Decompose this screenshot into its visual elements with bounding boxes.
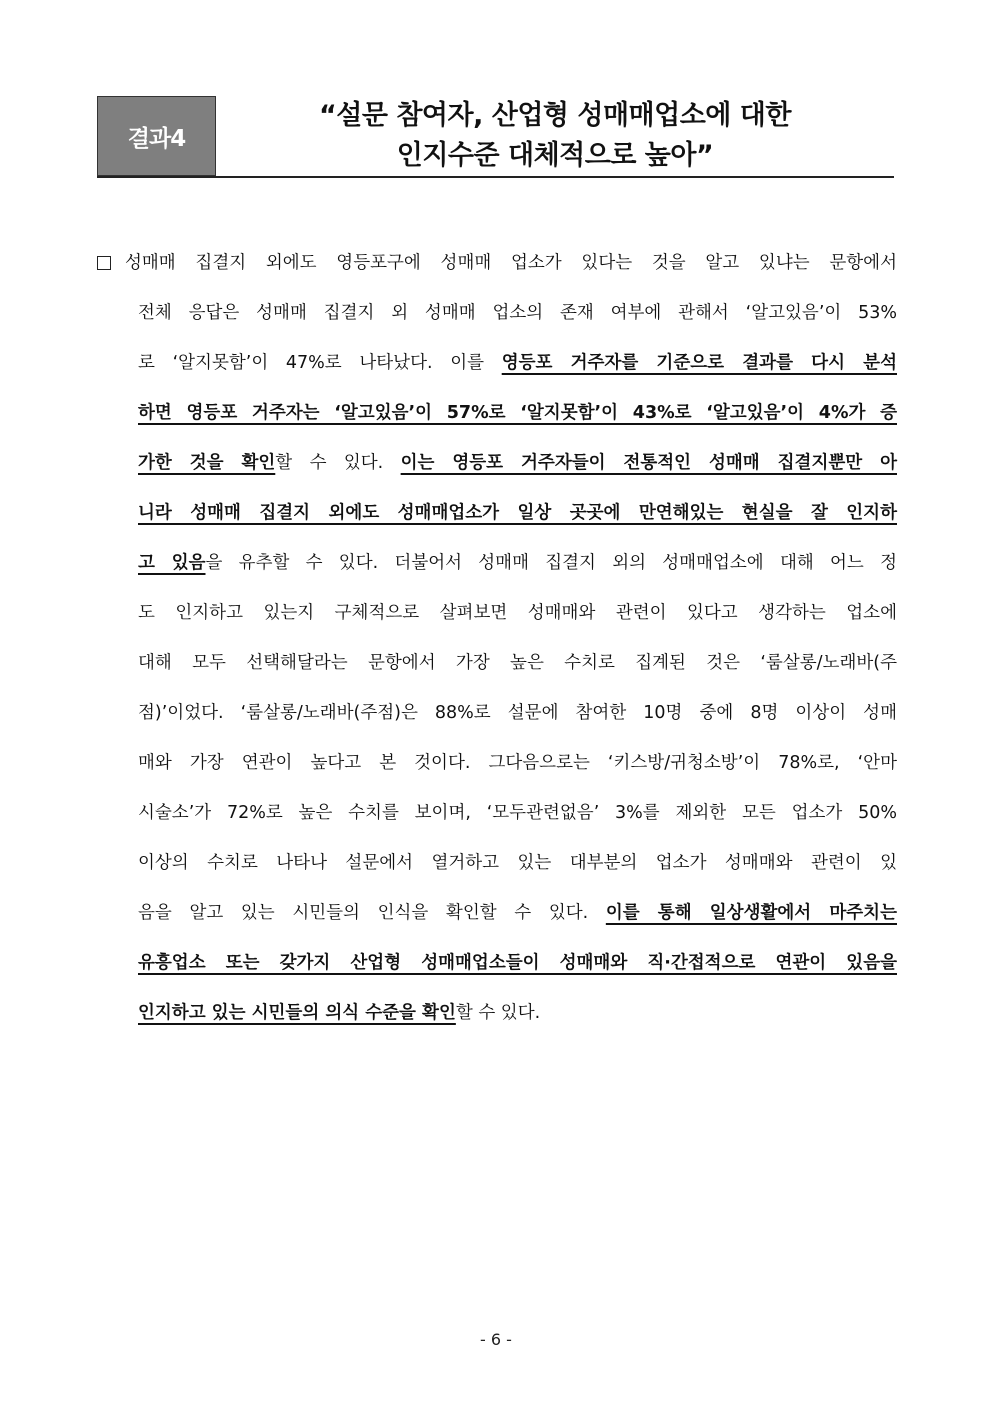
body-text: 할 수 있다. (275, 453, 401, 473)
paragraph-line (138, 440, 897, 490)
body-text: 대해 모두 선택해달라는 문항에서 가장 높은 수치로 집계된 것은 ‘룸살롱/노래바(주 (138, 653, 897, 673)
result-badge: 결과4 (97, 96, 216, 176)
paragraph-line (138, 340, 897, 390)
paragraph-line (138, 590, 897, 640)
emphasized-text: 가한 것을 확인 (138, 453, 276, 473)
title-line-1: “설문 참여자, 산업형 성매매업소에 대한 (319, 100, 791, 131)
body-text: 이상의 수치로 나타나 설문에서 열거하고 있는 대부분의 업소가 성매매와 관련이 있 (138, 853, 897, 873)
paragraph-line (138, 890, 897, 940)
page-number: - 6 - (480, 1330, 512, 1349)
title-underline (97, 176, 894, 178)
paragraph-line (138, 390, 897, 440)
paragraph-line (125, 240, 897, 290)
paragraph-line (138, 290, 897, 340)
paragraph-line (138, 990, 897, 1040)
emphasized-text: 하면 영등포 거주자는 ‘알고있음’이 57%로 ‘알지못함’이 43%로 ‘알고있음’이 4%가 증 (138, 403, 897, 423)
body-text: 매와 가장 연관이 높다고 본 것이다. 그다음으로는 ‘키스방/귀청소방’이 78%로, ‘안마 (138, 753, 897, 773)
emphasized-text: 영등포 거주자를 기준으로 결과를 다시 분석 (501, 353, 897, 373)
paragraph-line (138, 740, 897, 790)
paragraph-line (138, 690, 897, 740)
emphasized-text: 이는 영등포 거주자들이 전통적인 성매매 집결지뿐만 아 (400, 453, 897, 473)
paragraph-line (138, 790, 897, 840)
body-text: 점)’이었다. ‘룸살롱/노래바(주점)은 88%로 설문에 참여한 10명 중에 8명 이상이 성매 (138, 703, 897, 723)
emphasized-text: 고 있음 (138, 553, 206, 573)
paragraph-line (138, 490, 897, 540)
body-text: 할 수 있다. (455, 1003, 541, 1023)
body-text: 성매매 집결지 외에도 영등포구에 성매매 업소가 있다는 것을 알고 있냐는 문항에서 (125, 253, 897, 273)
checkbox-bullet-icon (97, 256, 111, 270)
body-text: 음을 알고 있는 시민들의 인식을 확인할 수 있다. (138, 903, 606, 923)
title-line-2: 인지수준 대체적으로 높아” (396, 140, 714, 171)
body-text: 을 유추할 수 있다. 더불어서 성매매 집결지 외의 성매매업소에 대해 어느 정 (205, 553, 897, 573)
paragraph-line (138, 940, 897, 990)
section-header (97, 96, 894, 178)
paragraph-line (138, 540, 897, 590)
emphasized-text: 이를 통해 일상생활에서 마주치는 (605, 903, 897, 923)
emphasized-text: 유흥업소 또는 갖가지 산업형 성매매업소들이 성매매와 직·간접적으로 연관이 있음을 (138, 953, 897, 973)
paragraph-line (138, 840, 897, 890)
body-text: 전체 응답은 성매매 집결지 외 성매매 업소의 존재 여부에 관해서 ‘알고있음’이 53% (138, 303, 897, 323)
section-title (216, 96, 894, 176)
body-text: 로 ‘알지못함’이 47%로 나타났다. 이를 (138, 353, 502, 373)
paragraph-line (138, 640, 897, 690)
emphasized-text: 니라 성매매 집결지 외에도 성매매업소가 일상 곳곳에 만연해있는 현실을 잘 인지하 (138, 503, 897, 523)
body-text: 도 인지하고 있는지 구체적으로 살펴보면 성매매와 관련이 있다고 생각하는 업소에 (138, 603, 897, 623)
body-text: 시술소’가 72%로 높은 수치를 보이며, ‘모두관련없음’ 3%를 제외한 모든 업소가 50% (138, 803, 897, 823)
emphasized-text: 인지하고 있는 시민들의 의식 수준을 확인 (138, 1003, 456, 1023)
